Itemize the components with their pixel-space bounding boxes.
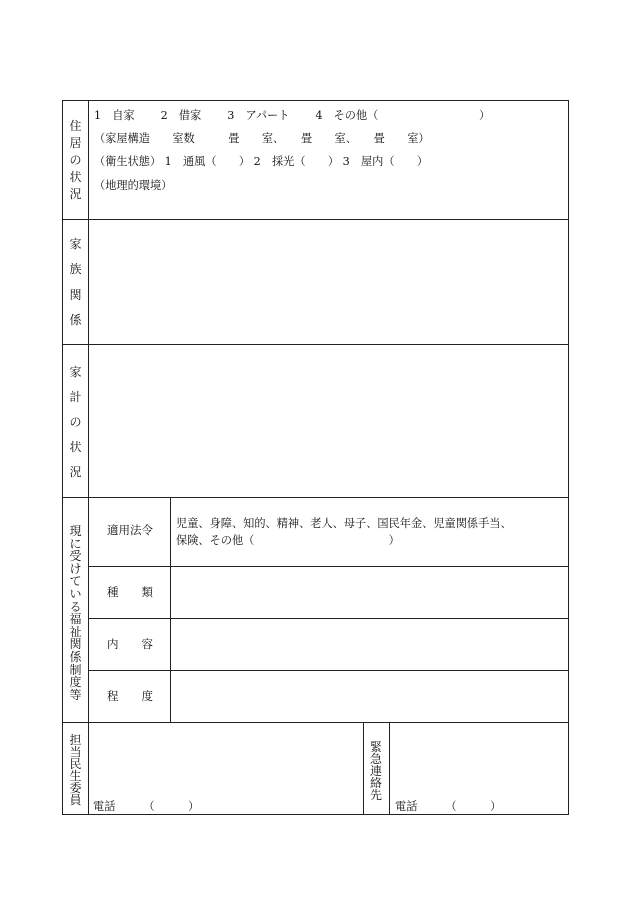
vertical-label-char: 民 <box>69 757 82 771</box>
applicable-law-line2: 保険、その他（ ） <box>176 534 400 547</box>
vertical-label-char: 緊 <box>369 740 382 754</box>
welfare-label <box>63 525 88 701</box>
degree-input-area[interactable] <box>171 671 568 721</box>
vertical-label-char: 絡 <box>369 776 382 790</box>
housing-sanitation-line: （衛生状態） 1 通風（ ） 2 採光（ ） 3 屋内（ ） <box>94 155 429 168</box>
vertical-label-char: 住 <box>69 118 82 133</box>
vertical-label-char: 受 <box>69 549 82 564</box>
vertical-label-char: 況 <box>69 187 82 202</box>
vertical-label-char: 制 <box>69 662 82 677</box>
vertical-label-char: 当 <box>69 745 82 759</box>
vertical-label-char: 担 <box>69 733 82 747</box>
row-divider <box>63 497 568 498</box>
vertical-label-char: い <box>69 587 82 602</box>
vertical-label-char: 福 <box>69 612 82 627</box>
type-label: 種 類 <box>107 585 153 599</box>
vertical-label-char: 状 <box>69 170 82 185</box>
commissioner-label <box>63 733 88 807</box>
vertical-label-char: 祉 <box>69 624 82 639</box>
vertical-label-char: 状 <box>69 440 82 455</box>
applicable-law-label: 適用法令 <box>107 523 153 537</box>
vertical-label-char: 等 <box>69 687 82 702</box>
housing-label <box>63 117 88 203</box>
housing-type-line: 1 自家 2 借家 3 アパート 4 その他（ ） <box>94 109 491 122</box>
vertical-label-char: 現 <box>69 524 82 538</box>
vertical-label-char: 度 <box>69 675 82 690</box>
vertical-label-char: 関 <box>69 287 82 302</box>
vertical-label-char: 居 <box>69 135 82 150</box>
household-label <box>63 359 88 485</box>
emergency-phone: 電話 （ ） <box>395 800 502 813</box>
vertical-label-char: 急 <box>369 752 382 766</box>
type-input-area[interactable] <box>171 567 568 617</box>
vertical-label-char: 員 <box>69 793 82 807</box>
housing-structure-line: （家屋構造 室数 畳 室、 畳 室、 畳 室） <box>94 132 430 145</box>
vertical-label-char: 係 <box>69 650 82 665</box>
vertical-label-char: に <box>69 536 82 551</box>
family-input-area[interactable] <box>89 220 568 343</box>
row-divider <box>63 722 568 723</box>
content-label: 内 容 <box>107 637 153 651</box>
vertical-label-char: 先 <box>369 788 382 802</box>
commissioner-phone: 電話 （ ） <box>93 800 200 813</box>
vertical-label-char: る <box>69 599 82 614</box>
vertical-label-char: 況 <box>69 465 82 480</box>
vertical-label-char: け <box>69 561 82 576</box>
vertical-label-char: 生 <box>69 769 82 783</box>
household-input-area[interactable] <box>89 345 568 496</box>
welfare-record-form <box>62 100 569 815</box>
vertical-label-char: 関 <box>69 637 82 652</box>
emergency-label <box>363 740 389 802</box>
family-label <box>63 231 88 333</box>
vertical-label-char: 家 <box>69 364 82 379</box>
vertical-label-char: 係 <box>69 313 82 328</box>
vertical-label-char: の <box>69 152 82 167</box>
vertical-label-char: 計 <box>69 389 82 404</box>
degree-label: 程 度 <box>107 689 153 703</box>
vertical-label-char: 連 <box>369 764 382 778</box>
vertical-label-char: 委 <box>69 781 82 795</box>
vertical-label-char: て <box>69 574 82 589</box>
vertical-label-char: 家 <box>69 236 82 251</box>
housing-environment-line: （地理的環境） <box>94 179 173 192</box>
vertical-label-char: 族 <box>69 262 82 277</box>
content-input-area[interactable] <box>171 619 568 669</box>
vertical-label-char: の <box>69 414 82 429</box>
emergency-divider <box>389 722 390 814</box>
applicable-law-line1: 児童、身障、知的、精神、老人、母子、国民年金、児童関係手当、 <box>176 517 512 530</box>
